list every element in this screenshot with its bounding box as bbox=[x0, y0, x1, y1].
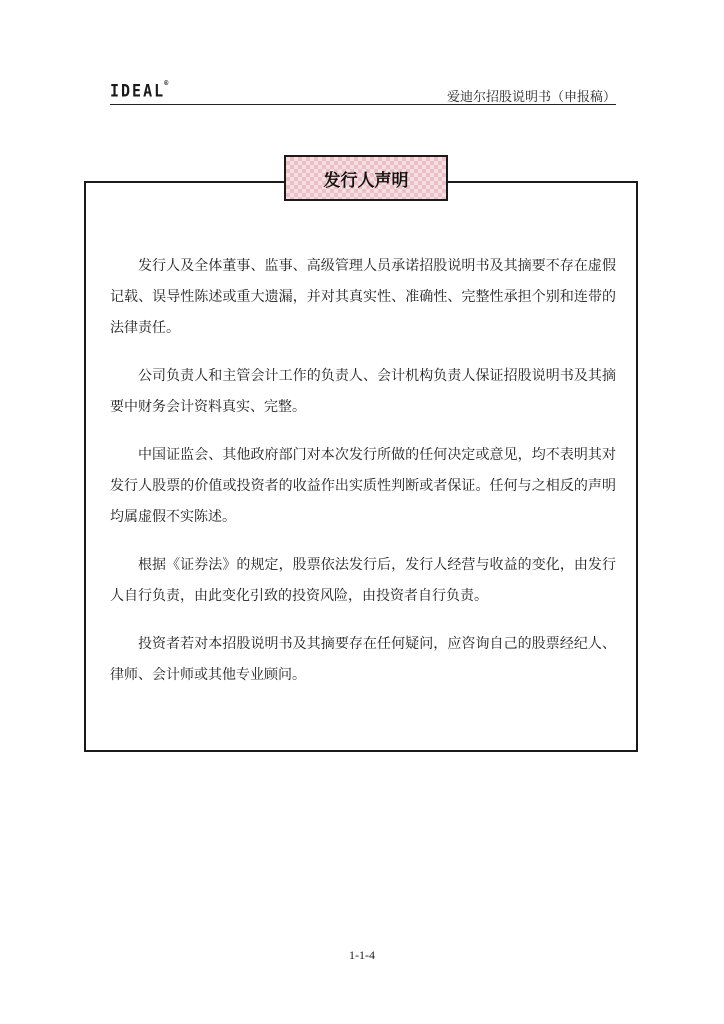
registered-mark: ® bbox=[164, 78, 169, 88]
declaration-content bbox=[110, 251, 616, 708]
paragraph-responsibility: 发行人及全体董事、监事、高级管理人员承诺招股说明书及其摘要不存在虚假记载、误导性陈述或重大遗漏，并对其真实性、准确性、完整性承担个别和连带的法律责任。 bbox=[110, 258, 616, 336]
paragraph-investor-advice: 投资者若对本招股说明书及其摘要存在任何疑问，应咨询自己的股票经纪人、律师、会计师或其他专业顾问。 bbox=[110, 636, 616, 683]
section-title: 发行人声明 bbox=[323, 170, 409, 191]
page-header bbox=[110, 78, 616, 104]
section-title-box bbox=[284, 155, 448, 201]
document-title: 爱迪尔招股说明书（申报稿） bbox=[446, 90, 616, 105]
header-divider bbox=[110, 104, 616, 105]
paragraph-securities-law: 根据《证券法》的规定，股票依法发行后，发行人经营与收益的变化，由发行人自行负责，由此变化引致的投资风险，由投资者自行负责。 bbox=[110, 557, 616, 604]
paragraph-financial: 公司负责人和主管会计工作的负责人、会计机构负责人保证招股说明书及其摘要中财务会计资料真实、完整。 bbox=[110, 368, 616, 415]
page-number: 1-1-4 bbox=[349, 948, 375, 962]
logo-text: IDEAL bbox=[110, 81, 166, 101]
paragraph-regulator: 中国证监会、其他政府部门对本次发行所做的任何决定或意见，均不表明其对发行人股票的价值或投资者的收益作出实质性判断或者保证。任何与之相反的声明均属虚假不实陈述。 bbox=[110, 447, 616, 525]
company-logo bbox=[110, 78, 169, 101]
